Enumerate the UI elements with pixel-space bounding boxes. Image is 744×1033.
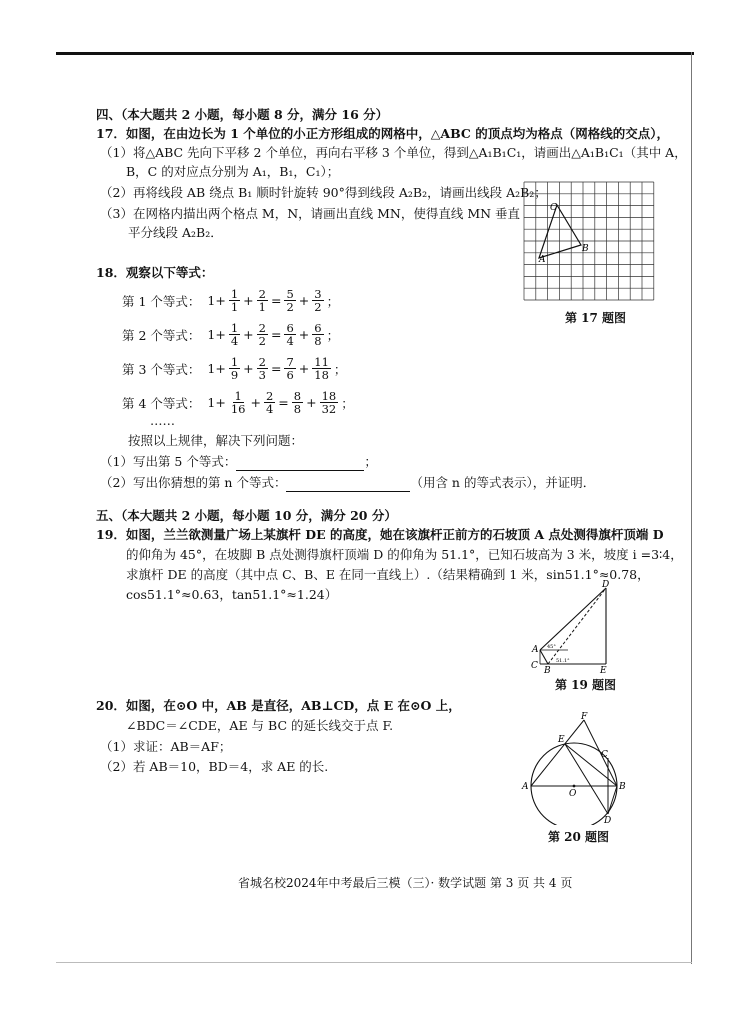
label-b: B	[582, 244, 589, 254]
plus-sign: +	[243, 327, 254, 342]
label-d: D	[604, 816, 612, 825]
fraction: $\frac{7}{6}$	[286, 355, 294, 382]
label-f: F	[581, 712, 588, 722]
fraction: $\frac{3}{2}$	[314, 287, 322, 314]
q18-part2-text: （2）写出你猜想的第 n 个等式：	[100, 475, 287, 490]
label-c: C	[531, 661, 538, 671]
equation-label: 第 3 个等式：	[122, 361, 201, 377]
q19-line2: 的仰角为 45°，在坡脚 B 点处测得旗杆顶端 D 的仰角为 51.1°，已知石坡高为 3 米，坡度 i =3∶4，	[126, 547, 683, 562]
equation-label: 第 2 个等式：	[122, 327, 201, 343]
semicolon: ；	[326, 327, 340, 343]
answer-blank-2[interactable]	[286, 477, 410, 492]
semicolon: ；	[333, 361, 347, 377]
equation-label: 第 1 个等式：	[122, 293, 201, 309]
fraction: $\frac{2}{4}$	[265, 389, 274, 416]
q20-line2: ∠BDC＝∠CDE，AE 与 BC 的延长线交于点 F.	[126, 718, 394, 733]
q20-line1: 20．如图，在⊙O 中，AB 是直径，AB⊥CD，点 E 在⊙O 上，	[96, 698, 461, 713]
label-o: O	[569, 789, 577, 799]
plus-sign: +	[298, 327, 310, 342]
equals-sign: =	[270, 361, 282, 376]
equation-lead: 1+	[207, 327, 226, 342]
section5-heading: 五、（本大题共 2 小题，每小题 10 分，满分 20 分）	[96, 508, 397, 523]
fraction: $\frac{1}{16}$	[230, 389, 246, 416]
label-d: D	[602, 580, 610, 590]
right-border	[691, 52, 692, 964]
top-rule	[56, 52, 694, 55]
plus-sign: +	[298, 293, 310, 308]
equation-row	[122, 322, 340, 347]
q18-ellipsis: ……	[150, 413, 175, 428]
q18-part1	[100, 453, 377, 471]
semicolon: ；	[341, 395, 354, 411]
fraction: $\frac{2}{1}$	[258, 287, 266, 314]
q19-line4: cos51.1°≈0.63，tan51.1°≈1.24）	[126, 587, 338, 602]
q20-part2: （2）若 AB＝10，BD＝4，求 AE 的长.	[100, 759, 329, 774]
answer-blank-1[interactable]	[236, 456, 364, 471]
bottom-border	[56, 962, 692, 963]
fraction: $\frac{6}{4}$	[286, 321, 294, 348]
equation-lead: 1+	[207, 293, 226, 308]
fraction: $\frac{1}{1}$	[230, 287, 239, 314]
semicolon: ；	[326, 293, 340, 309]
q18-part2	[100, 474, 595, 492]
fraction: $\frac{8}{8}$	[293, 389, 302, 416]
fraction: $\frac{18}{32}$	[321, 389, 337, 416]
equals-sign: =	[278, 395, 289, 410]
fraction: $\frac{6}{8}$	[314, 321, 322, 348]
q18-stem: 18．观察以下等式：	[96, 265, 214, 280]
q19-line1: 19．如图，兰兰欲测量广场上某旗杆 DE 的高度，她在该旗杆正前方的石坡顶 A 点处测得旗杆顶端 D	[96, 527, 664, 542]
fraction: $\frac{2}{3}$	[258, 355, 266, 382]
equation-label: 第 4 个等式：	[122, 395, 201, 411]
q17-grid-figure	[522, 180, 662, 305]
plus-sign: +	[243, 361, 254, 376]
triangle-abc	[539, 205, 581, 258]
q20-circle-figure	[518, 710, 630, 825]
fraction: $\frac{2}{2}$	[258, 321, 266, 348]
q18-part2-end: （用含 n 的等式表示），并证明．	[410, 475, 596, 490]
label-a: A	[532, 645, 539, 655]
fraction: $\frac{11}{18}$	[314, 355, 329, 382]
plus-sign: +	[298, 361, 310, 376]
q18-part1-end: ；	[364, 454, 377, 469]
q20-caption: 第 20 题图	[548, 830, 610, 844]
q17-part3-line1: （3）在网格内描出两个格点 M，N，请画出直线 MN，使得直线 MN 垂直	[100, 206, 521, 221]
equation-row	[122, 356, 347, 381]
plus-sign: +	[243, 293, 254, 308]
equation-lead: 1+	[207, 395, 226, 410]
angle-45: 45°	[547, 644, 556, 650]
label-e: E	[558, 735, 565, 745]
q17-part2: （2）再将线段 AB 绕点 B₁ 顺时针旋转 90°得到线段 A₂B₂，请画出线段 A₂B₂；	[100, 185, 547, 200]
q18-part1-text: （1）写出第 5 个等式：	[100, 454, 237, 469]
label-a: A	[522, 782, 529, 792]
fraction: $\frac{1}{4}$	[230, 321, 239, 348]
q17-part1-line2: B，C 的对应点分别为 A₁，B₁，C₁）；	[126, 164, 340, 179]
label-b: B	[544, 666, 551, 673]
plus-sign: +	[306, 395, 317, 410]
q19-figure	[528, 578, 618, 673]
q18-instruction: 按照以上规律，解决下列问题：	[128, 433, 304, 448]
label-b: B	[619, 782, 626, 792]
label-a: A	[539, 255, 546, 265]
equation-row	[122, 288, 340, 313]
q17-part1-line1: （1）将△ABC 先向下平移 2 个单位，再向右平移 3 个单位，得到△A₁B₁C₁，请画出△A₁B₁C₁（其中 A，	[100, 145, 687, 160]
plus-sign: +	[250, 395, 261, 410]
q17-caption: 第 17 题图	[565, 311, 627, 325]
equals-sign: =	[270, 293, 282, 308]
q19-line3: 求旗杆 DE 的高度（其中点 C、B、E 在同一直线上）.（结果精确到 1 米，sin51.1°≈0.78，	[126, 567, 650, 582]
q20-part1: （1）求证：AB＝AF；	[100, 739, 232, 754]
fraction: $\frac{5}{2}$	[286, 287, 294, 314]
equals-sign: =	[270, 327, 282, 342]
q17-stem: 17．如图，在由边长为 1 个单位的小正方形组成的网格中，△ABC 的顶点均为格点（网格线的交点），	[96, 126, 669, 141]
label-e: E	[600, 666, 607, 673]
q17-part3-line2: 平分线段 A₂B₂．	[128, 225, 223, 240]
equation-lead: 1+	[207, 361, 226, 376]
label-c: C	[550, 203, 557, 213]
section4-heading: 四、（本大题共 2 小题，每小题 8 分，满分 16 分）	[96, 107, 389, 122]
fraction: $\frac{1}{9}$	[230, 355, 239, 382]
page-footer: 省城名校2024年中考最后三模（三）· 数学试题 第 3 页 共 4 页	[238, 876, 573, 890]
label-c: C	[601, 750, 608, 760]
angle-51: 51.1°	[556, 658, 570, 664]
q19-caption: 第 19 题图	[555, 678, 617, 692]
